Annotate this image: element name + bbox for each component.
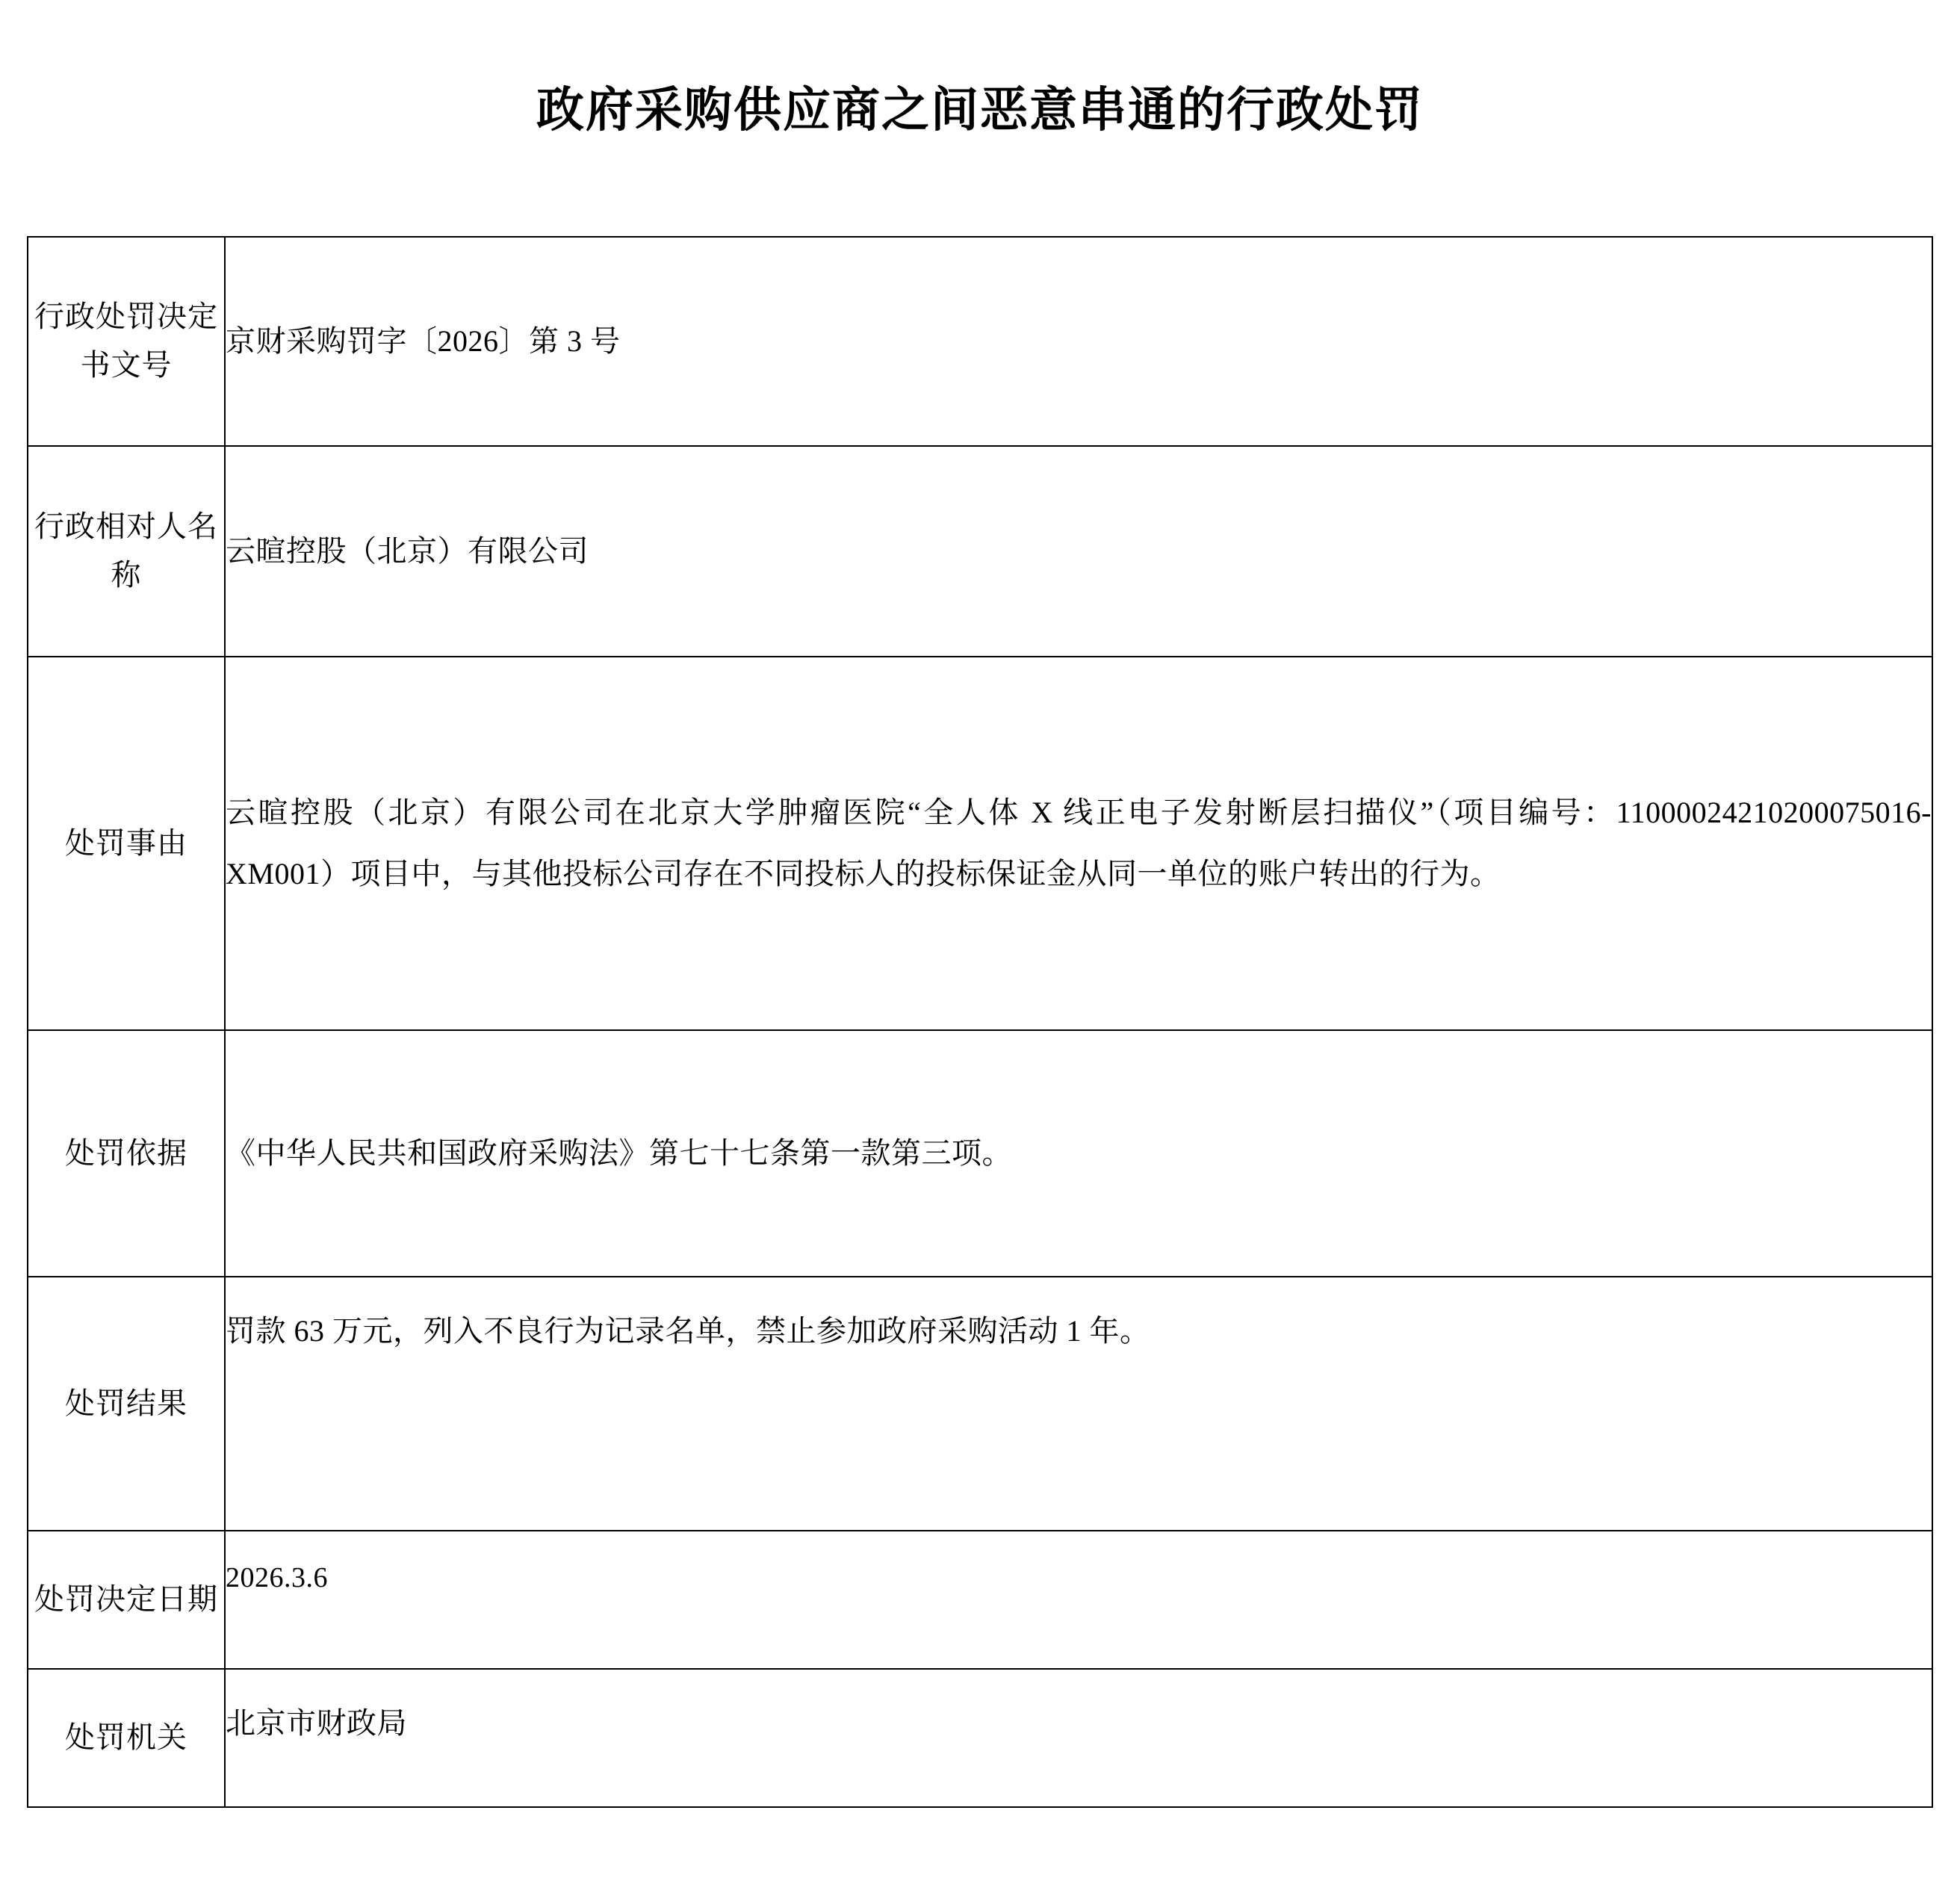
row-value-decision-date: 2026.3.6 [225, 1531, 1932, 1669]
table-row [28, 657, 1932, 1030]
table-row [28, 1531, 1932, 1669]
row-label-decision-document-number: 行政处罚决定书文号 [28, 237, 225, 446]
row-value-penalty-reason: 云暄控股（北京）有限公司在北京大学肿瘤医院“全人体 X 线正电子发射断层扫描仪”（项目编号：11000024210200075016-XM001）项目中，与其他投标公司存在不同投标人的投标保证金从同一单位的账户转出的行为。 [225, 657, 1932, 1030]
row-value-penalty-agency: 北京市财政局 [225, 1669, 1932, 1807]
table-row [28, 1277, 1932, 1531]
penalty-table [27, 236, 1933, 1808]
row-label-penalty-basis: 处罚依据 [28, 1030, 225, 1277]
table-row [28, 1669, 1932, 1807]
page-title: 政府采购供应商之间恶意串通的行政处罚 [536, 84, 1424, 137]
table-row [28, 446, 1932, 657]
row-label-entity-name: 行政相对人名称 [28, 446, 225, 657]
row-value-entity-name: 云暄控股（北京）有限公司 [225, 446, 1932, 657]
row-value-penalty-basis: 《中华人民共和国政府采购法》第七十七条第一款第三项。 [225, 1030, 1932, 1277]
row-label-penalty-reason: 处罚事由 [28, 657, 225, 1030]
penalty-table-container [27, 236, 1933, 1808]
row-value-decision-document-number: 京财采购罚字〔2026〕第 3 号 [225, 237, 1932, 446]
row-value-penalty-result: 罚款 63 万元，列入不良行为记录名单，禁止参加政府采购活动 1 年。 [225, 1277, 1932, 1531]
row-label-penalty-result: 处罚结果 [28, 1277, 225, 1531]
table-row [28, 1030, 1932, 1277]
row-label-decision-date: 处罚决定日期 [28, 1531, 225, 1669]
table-row [28, 237, 1932, 446]
row-label-penalty-agency: 处罚机关 [28, 1669, 225, 1807]
